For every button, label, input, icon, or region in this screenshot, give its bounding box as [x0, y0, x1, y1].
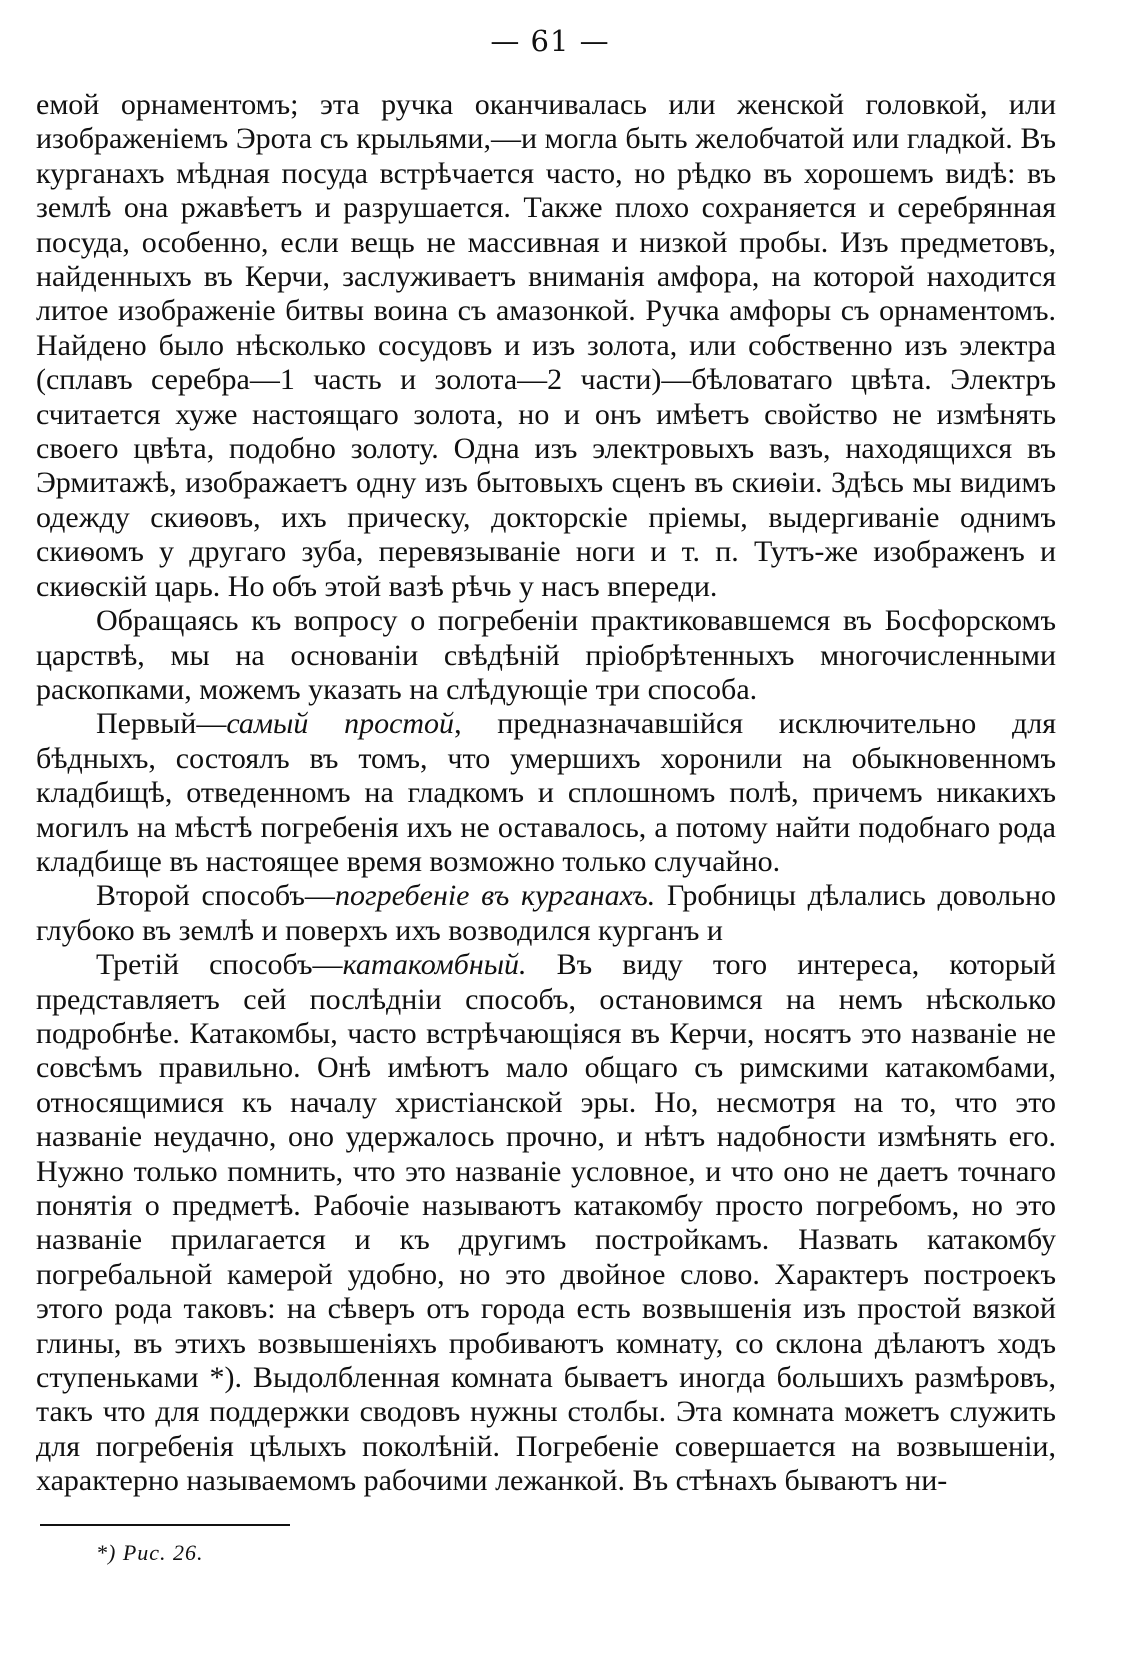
- paragraph-5-lead: Третій способъ—: [96, 948, 343, 982]
- paragraph-5-emphasis: катакомбный.: [342, 948, 527, 982]
- paragraph-3: [36, 707, 1056, 879]
- footnote: *) Рис. 26.: [96, 1540, 204, 1565]
- paragraph-1-text: емой орнаментомъ; эта ручка оканчивалась или женской головкой, или изображеніемъ Эрота съ крыльями,—и могла быть желобчатой или гладкой. Въ курганахъ мѣдная посуда встрѣчается часто, но рѣдко въ хорошемъ видѣ: въ землѣ она ржавѣетъ и разрушается. Также плохо сохраняется и серебрянная посуда, особенно, если вещь не массивная и низкой пробы. Изъ предметовъ, найденныхъ въ Керчи, заслуживаетъ вниманія амфора, на которой находится литое изображеніе битвы воина съ амазонкой. Ручка амфоры съ орнаментомъ. Найдено было нѣсколько сосудовъ и изъ золота, или собственно изъ электра (сплавъ серебра—1 часть и золота—2 части)—бѣловатаго цвѣта. Электръ считается хуже настоящаго золота, но и онъ имѣетъ свойство не измѣнять своего цвѣта, подобно золоту. Одна изъ электровыхъ вазъ, находящихся въ Эрмитажѣ, изображаетъ одну изъ бытовыхъ сценъ въ скиѳіи. Здѣсь мы видимъ одежду скиѳовъ, ихъ прическу, докторскіе пріемы, выдергиваніе однимъ скиѳомъ у другаго зуба, перевязываніе ноги и т. п. Тутъ-же изображенъ и скиѳскій царь. Но объ этой вазѣ рѣчь у насъ впереди.: [36, 88, 1056, 603]
- paragraph-4-lead: Второй способъ—: [96, 879, 335, 913]
- paragraph-3-lead: Первый—: [96, 707, 227, 741]
- paragraph-3-text: , предназначавшійся исключительно для бѣдныхъ, состоялъ въ томъ, что умершихъ хоронили на обыкновенномъ кладбищѣ, отведенномъ на гладкомъ и сплошномъ полѣ, причемъ никакихъ могилъ на мѣстѣ погребенія ихъ не оставалось, а потому найти подобнаго рода кладбище въ настоящее время возможно только случайно.: [36, 707, 1057, 878]
- paragraph-4: [36, 879, 1056, 948]
- paragraph-4-emphasis: погребеніе въ курганахъ.: [334, 879, 656, 913]
- paragraph-4-text: Гробницы дѣлались довольно глубоко въ землѣ и поверхъ ихъ возводился курганъ и: [36, 879, 1056, 947]
- paragraph-5-text: Въ виду того интереса, который представляетъ сей послѣдніи способъ, остановимся на немъ нѣсколько подробнѣе. Катакомбы, часто встрѣчающіяся въ Керчи, носятъ это названіе не совсѣмъ правильно. Онѣ имѣютъ мало общаго съ римскими катакомбами, относящимися къ началу христіанской эры. Но, несмотря на то, что это названіе неудачно, оно удержалось прочно, и нѣтъ надобности измѣнять его. Нужно только помнить, что это названіе условное, и что оно не даетъ точнаго понятія о предметѣ. Рабочіе называютъ катакомбу просто погребомъ, но это названіе прилагается и къ другимъ постройкамъ. Назвать катакомбу погребальной камерой удобно, но это двойное слово. Характеръ построекъ этого рода таковъ: на сѣверъ отъ города есть возвышенія изъ простой вязкой глины, въ этихъ возвышеніяхъ пробиваютъ комнату, со склона дѣлаютъ ходъ ступеньками *). Выдолбленная комната бываетъ иногда большихъ размѣровъ, такъ что для поддержки сводовъ нужны столбы. Эта комната можетъ служить для погребенія цѣлыхъ поколѣній. Погребеніе совершается на возвышеніи, характерно называемомъ рабочими лежанкой. Въ стѣнахъ бываютъ ни-: [36, 948, 1056, 1498]
- paragraph-5: [36, 948, 1056, 1499]
- paragraph-3-emphasis: самый простой: [226, 707, 455, 741]
- page-number: — 61 —: [490, 24, 610, 58]
- paragraph-1: [36, 88, 1056, 604]
- paragraph-2-text: Обращаясь къ вопросу о погребеніи практиковавшемся въ Босфорскомъ царствѣ, мы на основаніи свѣдѣній пріобрѣтенныхъ многочисленными раскопками, можемъ указать на слѣдующіе три способа.: [36, 604, 1056, 706]
- body-text: [36, 88, 1056, 1499]
- paragraph-2: [36, 604, 1056, 707]
- footnote-divider: [40, 1524, 290, 1526]
